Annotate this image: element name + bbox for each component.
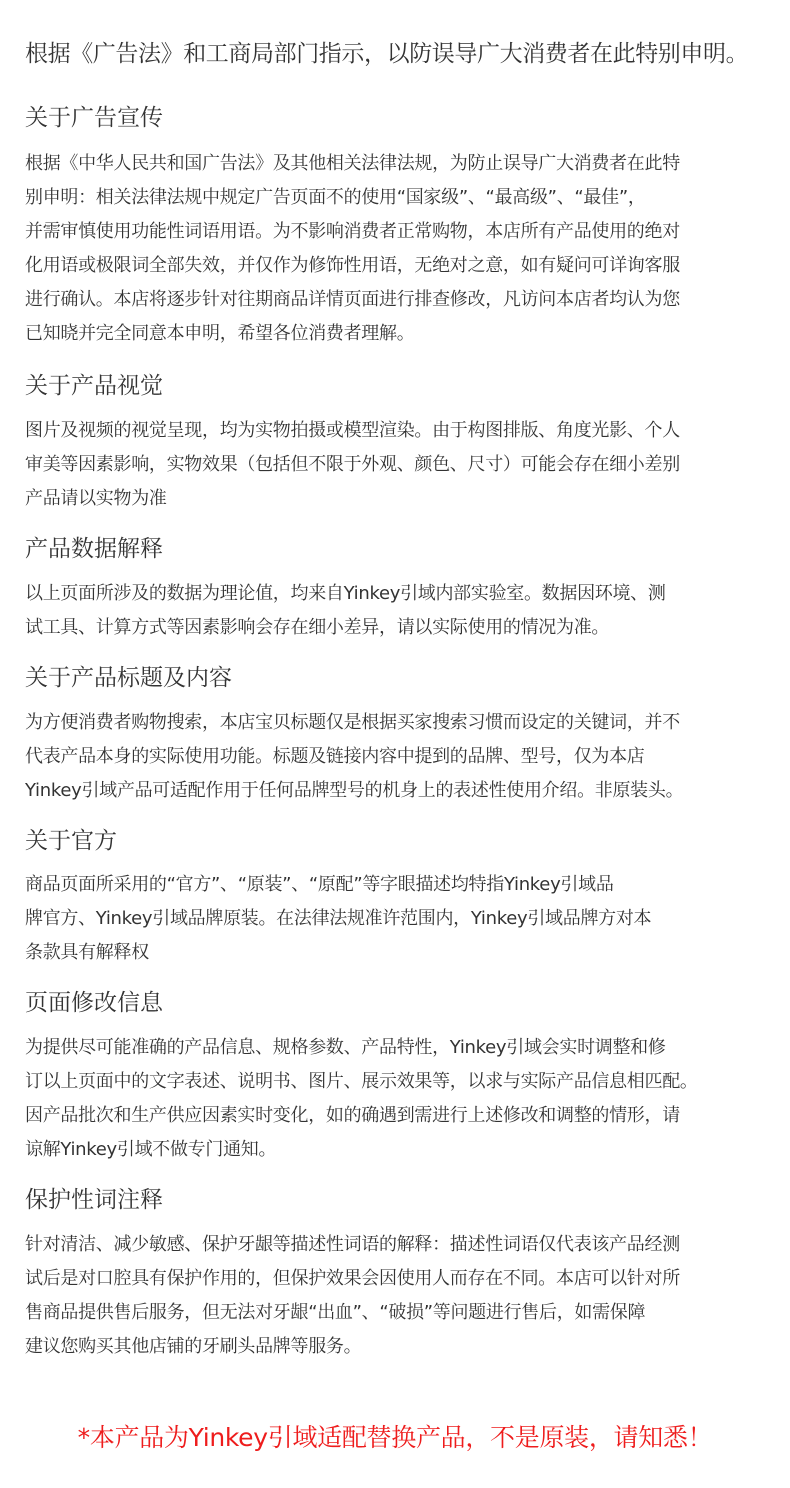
body-line: 因产品批次和生产供应因素实时变化，如的确遇到需进行上述修改和调整的情形，请 [25,1105,680,1126]
sections-container [25,102,768,1364]
body-line: 已知晓并完全同意本申明，希望各位消费者理解。 [25,323,415,344]
body-line: 试后是对口腔具有保护作用的，但保护效果会因使用人而存在不同。本店可以针对所 [25,1268,680,1289]
section-body [25,1228,768,1364]
body-line: 商品页面所采用的“官方”、“原装”、“原配”等字眼描述均特指Yinkey引域品 [25,874,614,895]
section-title: 关于广告宣传 [25,105,163,131]
body-line: 试工具、计算方式等因素影响会存在细小差异，请以实际使用的情况为准。 [25,617,610,638]
body-line: 以上页面所涉及的数据为理论值，均来自Yinkey引域内部实验室。数据因环境、测 [25,583,666,604]
body-line: 产品请以实物为准 [25,488,167,509]
body-line: 根据《中华人民共和国广告法》及其他相关法律法规，为防止误导广大消费者在此特 [25,153,680,174]
body-line: 牌官方、Yinkey引域品牌原装。在法律法规准许范围内，Yinkey引域品牌方对本 [25,908,652,929]
body-line: 为提供尽可能准确的产品信息、规格参数、产品特性，Yinkey引域会实时调整和修 [25,1037,666,1058]
section-page-modification [25,987,768,1167]
section-body [25,706,768,808]
section-body [25,577,768,645]
section-title: 产品数据解释 [25,536,163,562]
body-line: 代表产品本身的实际使用功能。标题及链接内容中提到的品牌、型号，仅为本店 [25,746,645,767]
body-line: 进行确认。本店将逐步针对往期商品详情页面进行排查修改，凡访问本店者均认为您 [25,289,680,310]
section-title: 页面修改信息 [25,990,163,1016]
section-protective-terms [25,1184,768,1364]
intro-statement: 根据《广告法》和工商局部门指示，以防误导广大消费者在此特别申明。 [25,41,749,67]
section-title: 关于产品标题及内容 [25,665,232,691]
body-line: 图片及视频的视觉呈现，均为实物拍摄或模型渲染。由于构图排版、角度光影、个人 [25,420,680,441]
body-line: 售商品提供售后服务，但无法对牙龈“出血”、“破损”等问题进行售后，如需保障 [25,1302,646,1323]
section-body [25,868,768,970]
body-line: 针对清洁、减少敏感、保护牙龈等描述性词语的解释：描述性词语仅代表该产品经测 [25,1234,680,1255]
section-visual [25,370,768,516]
section-data [25,533,768,645]
body-line: 建议您购买其他店铺的牙刷头品牌等服务。 [25,1336,362,1357]
section-title: 保护性词注释 [25,1187,163,1213]
section-official [25,825,768,970]
body-line: 条款具有解释权 [25,942,149,963]
body-line: 订以上页面中的文字表述、说明书、图片、展示效果等，以求与实际产品信息相匹配。 [25,1071,698,1092]
section-body [25,414,768,516]
section-body [25,1031,768,1167]
section-body [25,147,768,351]
body-line: 化用语或极限词全部失效，并仅作为修饰性用语，无绝对之意，如有疑问可详询客服 [25,255,680,276]
body-line: 并需审慎使用功能性词语用语。为不影响消费者正常购物，本店所有产品使用的绝对 [25,221,680,242]
body-line: 为方便消费者购物搜索，本店宝贝标题仅是根据买家搜索习惯而设定的关键词，并不 [25,712,680,733]
body-line: 别申明：相关法律法规中规定广告页面不的使用“国家级”、“最高级”、“最佳”， [25,187,646,208]
not-original-notice: *本产品为Yinkey引域适配替换产品，不是原装，请知悉！ [77,1423,713,1452]
section-advertising [25,102,768,351]
body-line: 审美等因素影响，实物效果（包括但不限于外观、颜色、尺寸）可能会存在细小差别 [25,454,680,475]
section-title: 关于官方 [25,828,117,854]
section-title: 关于产品视觉 [25,373,163,399]
body-line: Yinkey引域产品可适配作用于任何品牌型号的机身上的表述性使用介绍。非原装头。 [25,780,684,801]
section-title-content [25,662,768,808]
body-line: 谅解Yinkey引域不做专门通知。 [25,1139,277,1160]
